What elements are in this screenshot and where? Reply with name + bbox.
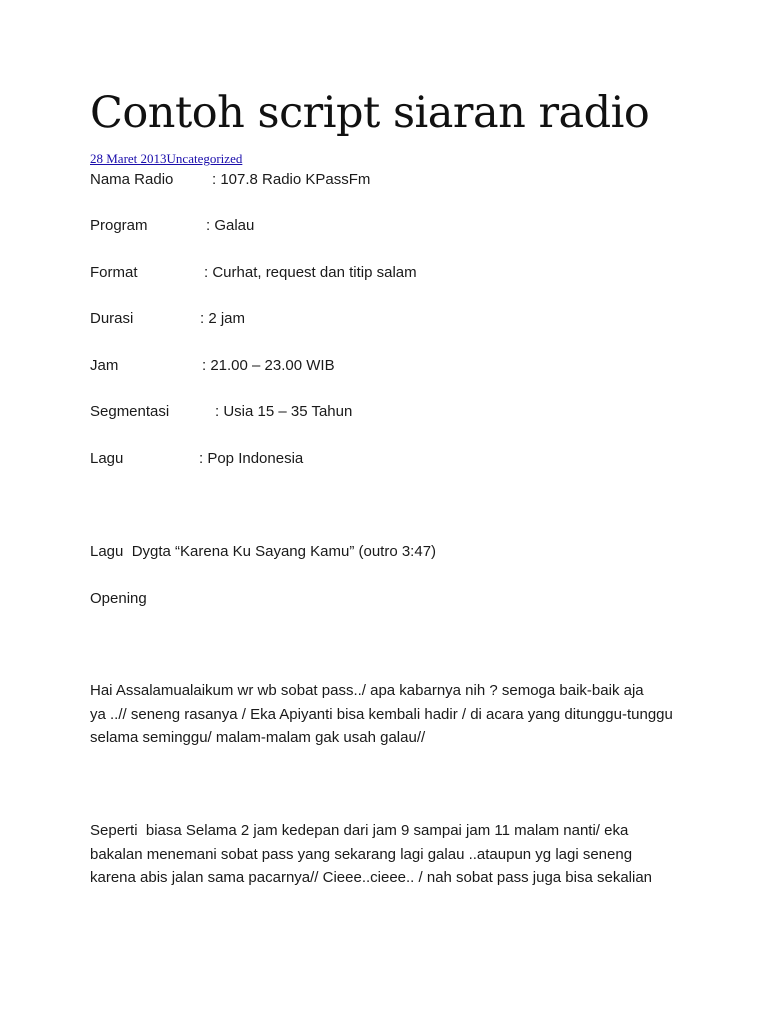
second-paragraph — [90, 819, 680, 890]
field-value: : 2 jam — [200, 310, 246, 327]
paragraph-line: ya ..// seneng rasanya / Eka Apiyanti bisa kembali hadir / di acara yang ditunggu-tunggu — [90, 705, 673, 723]
page-title: Contoh script siaran radio — [90, 88, 650, 138]
field-value: : Curhat, request dan titip salam — [204, 264, 417, 281]
paragraph-line: Seperti biasa Selama 2 jam kedepan dari jam 9 sampai jam 11 malam nanti/ eka — [90, 822, 629, 839]
field-label: Segmentasi — [90, 403, 170, 420]
field-label: Program — [90, 217, 148, 234]
paragraph-line: selama seminggu/ malam-malam gak usah galau// — [90, 729, 426, 746]
song-line: Lagu Dygta “Karena Ku Sayang Kamu” (outro 3:47) — [90, 543, 437, 560]
field-value: : Pop Indonesia — [199, 450, 304, 467]
paragraph-line: bakalan menemani sobat pass yang sekarang lagi galau ..ataupun yg lagi seneng — [90, 845, 633, 863]
opening-heading: Opening — [90, 590, 147, 607]
opening-paragraph — [90, 679, 680, 750]
post-meta — [90, 151, 242, 167]
post-date-link[interactable]: 28 Maret 2013 — [90, 151, 167, 166]
field-label: Nama Radio — [90, 171, 174, 188]
field-value: : 21.00 – 23.00 WIB — [202, 357, 335, 374]
field-label: Lagu — [90, 450, 124, 467]
field-value: : Galau — [206, 217, 255, 234]
field-label: Format — [90, 264, 138, 281]
field-label: Durasi — [90, 310, 134, 327]
paragraph-line: Hai Assalamualaikum wr wb sobat pass../ apa kabarnya nih ? semoga baik-baik aja — [90, 682, 644, 699]
field-value: : 107.8 Radio KPassFm — [212, 171, 371, 188]
field-label: Jam — [90, 357, 119, 374]
paragraph-line: karena abis jalan sama pacarnya// Cieee..cieee.. / nah sobat pass juga bisa sekalian — [90, 869, 653, 886]
post-category-link[interactable]: Uncategorized — [166, 151, 243, 166]
field-value: : Usia 15 – 35 Tahun — [215, 403, 353, 420]
